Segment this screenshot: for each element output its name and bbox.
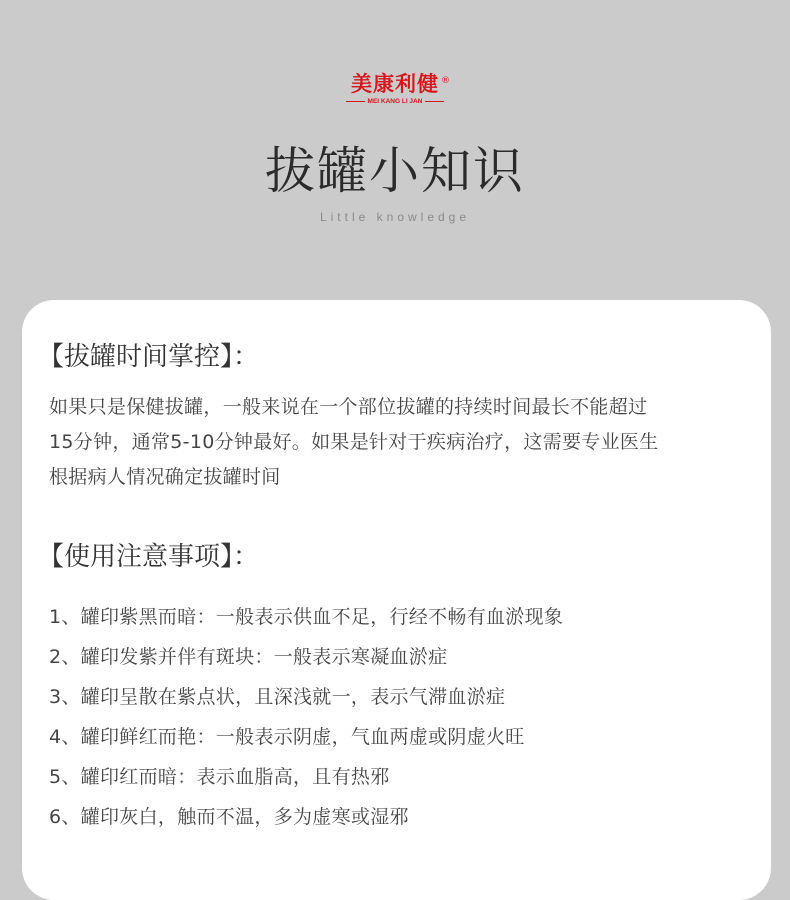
brand-divider-left bbox=[346, 101, 365, 102]
list-item: 3、罐印呈散在紫点状，且深浅就一，表示气滞血淤症 bbox=[49, 686, 506, 708]
registered-mark: ® bbox=[441, 76, 451, 86]
paragraph-line: 根据病人情况确定拔罐时间 bbox=[49, 466, 281, 488]
list-item: 6、罐印灰白，触而不温，多为虚寒或湿邪 bbox=[49, 806, 409, 828]
brand-logo bbox=[0, 72, 790, 106]
paragraph-line: 如果只是保健拔罐，一般来说在一个部位拔罐的持续时间最长不能超过 bbox=[49, 396, 648, 418]
usage-section-title: 【使用注意事项】： bbox=[38, 542, 260, 572]
list-item: 4、罐印鲜红而艳：一般表示阴虚，气血两虚或阴虚火旺 bbox=[49, 726, 525, 748]
content-card bbox=[22, 300, 771, 900]
usage-tips-list bbox=[49, 597, 563, 837]
brand-pinyin: MEI KANG LI JAN bbox=[367, 98, 423, 105]
brand-name: 美康利健 ® bbox=[351, 72, 439, 96]
page-title: 拔罐小知识 bbox=[265, 142, 525, 200]
page-subtitle: Little knowledge bbox=[319, 210, 471, 224]
list-item: 2、罐印发紫并伴有斑块：一般表示寒凝血淤症 bbox=[49, 646, 448, 668]
time-section-paragraph bbox=[49, 390, 739, 495]
time-section-title: 【拔罐时间掌控】： bbox=[38, 342, 260, 372]
list-item: 5、罐印红而暗：表示血脂高，且有热邪 bbox=[49, 766, 390, 788]
list-item: 1、罐印紫黑而暗：一般表示供血不足，行经不畅有血淤现象 bbox=[49, 606, 564, 628]
brand-divider-right bbox=[425, 101, 444, 102]
paragraph-line: 15分钟，通常5-10分钟最好。如果是针对于疾病治疗，这需要专业医生 bbox=[49, 431, 659, 453]
brand-pinyin-row bbox=[343, 97, 447, 106]
